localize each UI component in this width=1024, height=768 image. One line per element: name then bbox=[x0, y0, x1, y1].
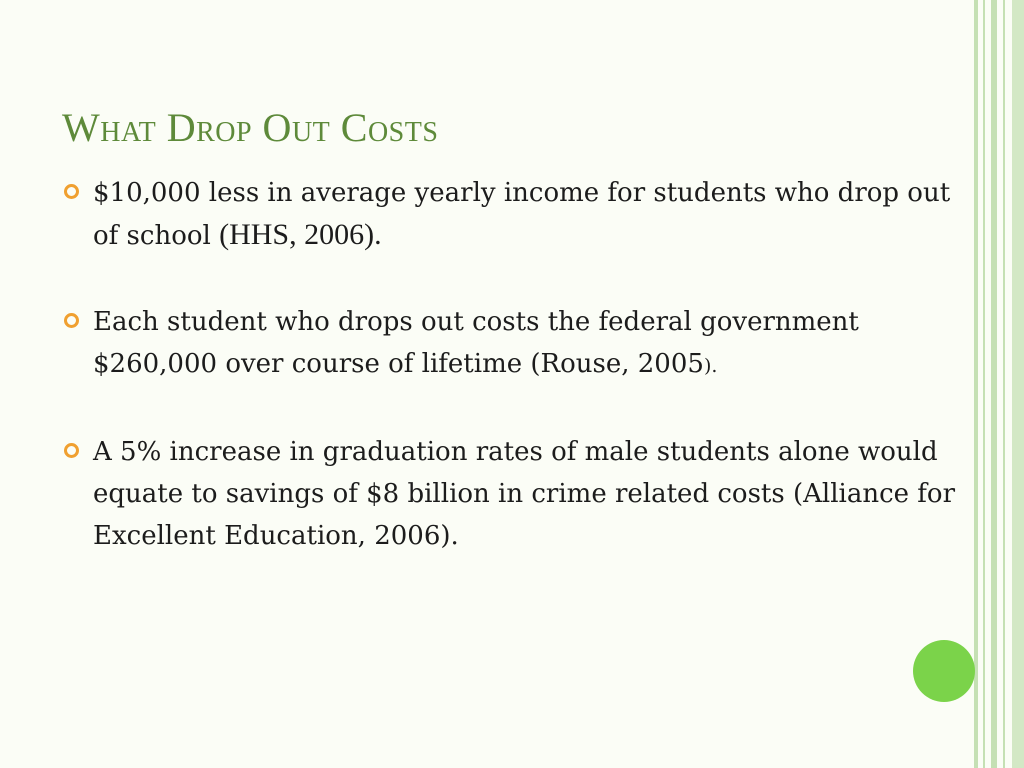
bullet-text: Each student who drops out costs the federal government $260,000 over course of lifetime (Rouse, 2005 bbox=[93, 307, 859, 379]
decor-stripe bbox=[974, 0, 978, 768]
bullet-text: $10,000 less in average yearly income for students who drop out of school bbox=[93, 178, 951, 251]
bullet-item bbox=[62, 172, 962, 257]
bullet-ring-icon bbox=[64, 313, 79, 328]
green-circle-icon bbox=[913, 640, 975, 702]
bullet-item bbox=[62, 301, 962, 387]
bullet-item bbox=[62, 431, 962, 557]
bullet-ring-icon bbox=[64, 184, 79, 199]
bullet-citation: (HHS, 2006). bbox=[219, 218, 382, 251]
decor-stripe bbox=[1012, 0, 1024, 768]
decor-stripe bbox=[1003, 0, 1005, 768]
decor-stripe bbox=[983, 0, 985, 768]
bullet-text: A 5% increase in graduation rates of male students alone would equate to savings of $8 billion in crime related costs (Alliance for Excellent Education, 2006). bbox=[93, 437, 955, 551]
bullet-ring-icon bbox=[64, 443, 79, 458]
slide-title: What Drop Out Costs bbox=[62, 105, 439, 150]
bullet-citation: ). bbox=[703, 355, 718, 377]
bullet-list bbox=[62, 172, 962, 601]
decor-stripe bbox=[991, 0, 997, 768]
